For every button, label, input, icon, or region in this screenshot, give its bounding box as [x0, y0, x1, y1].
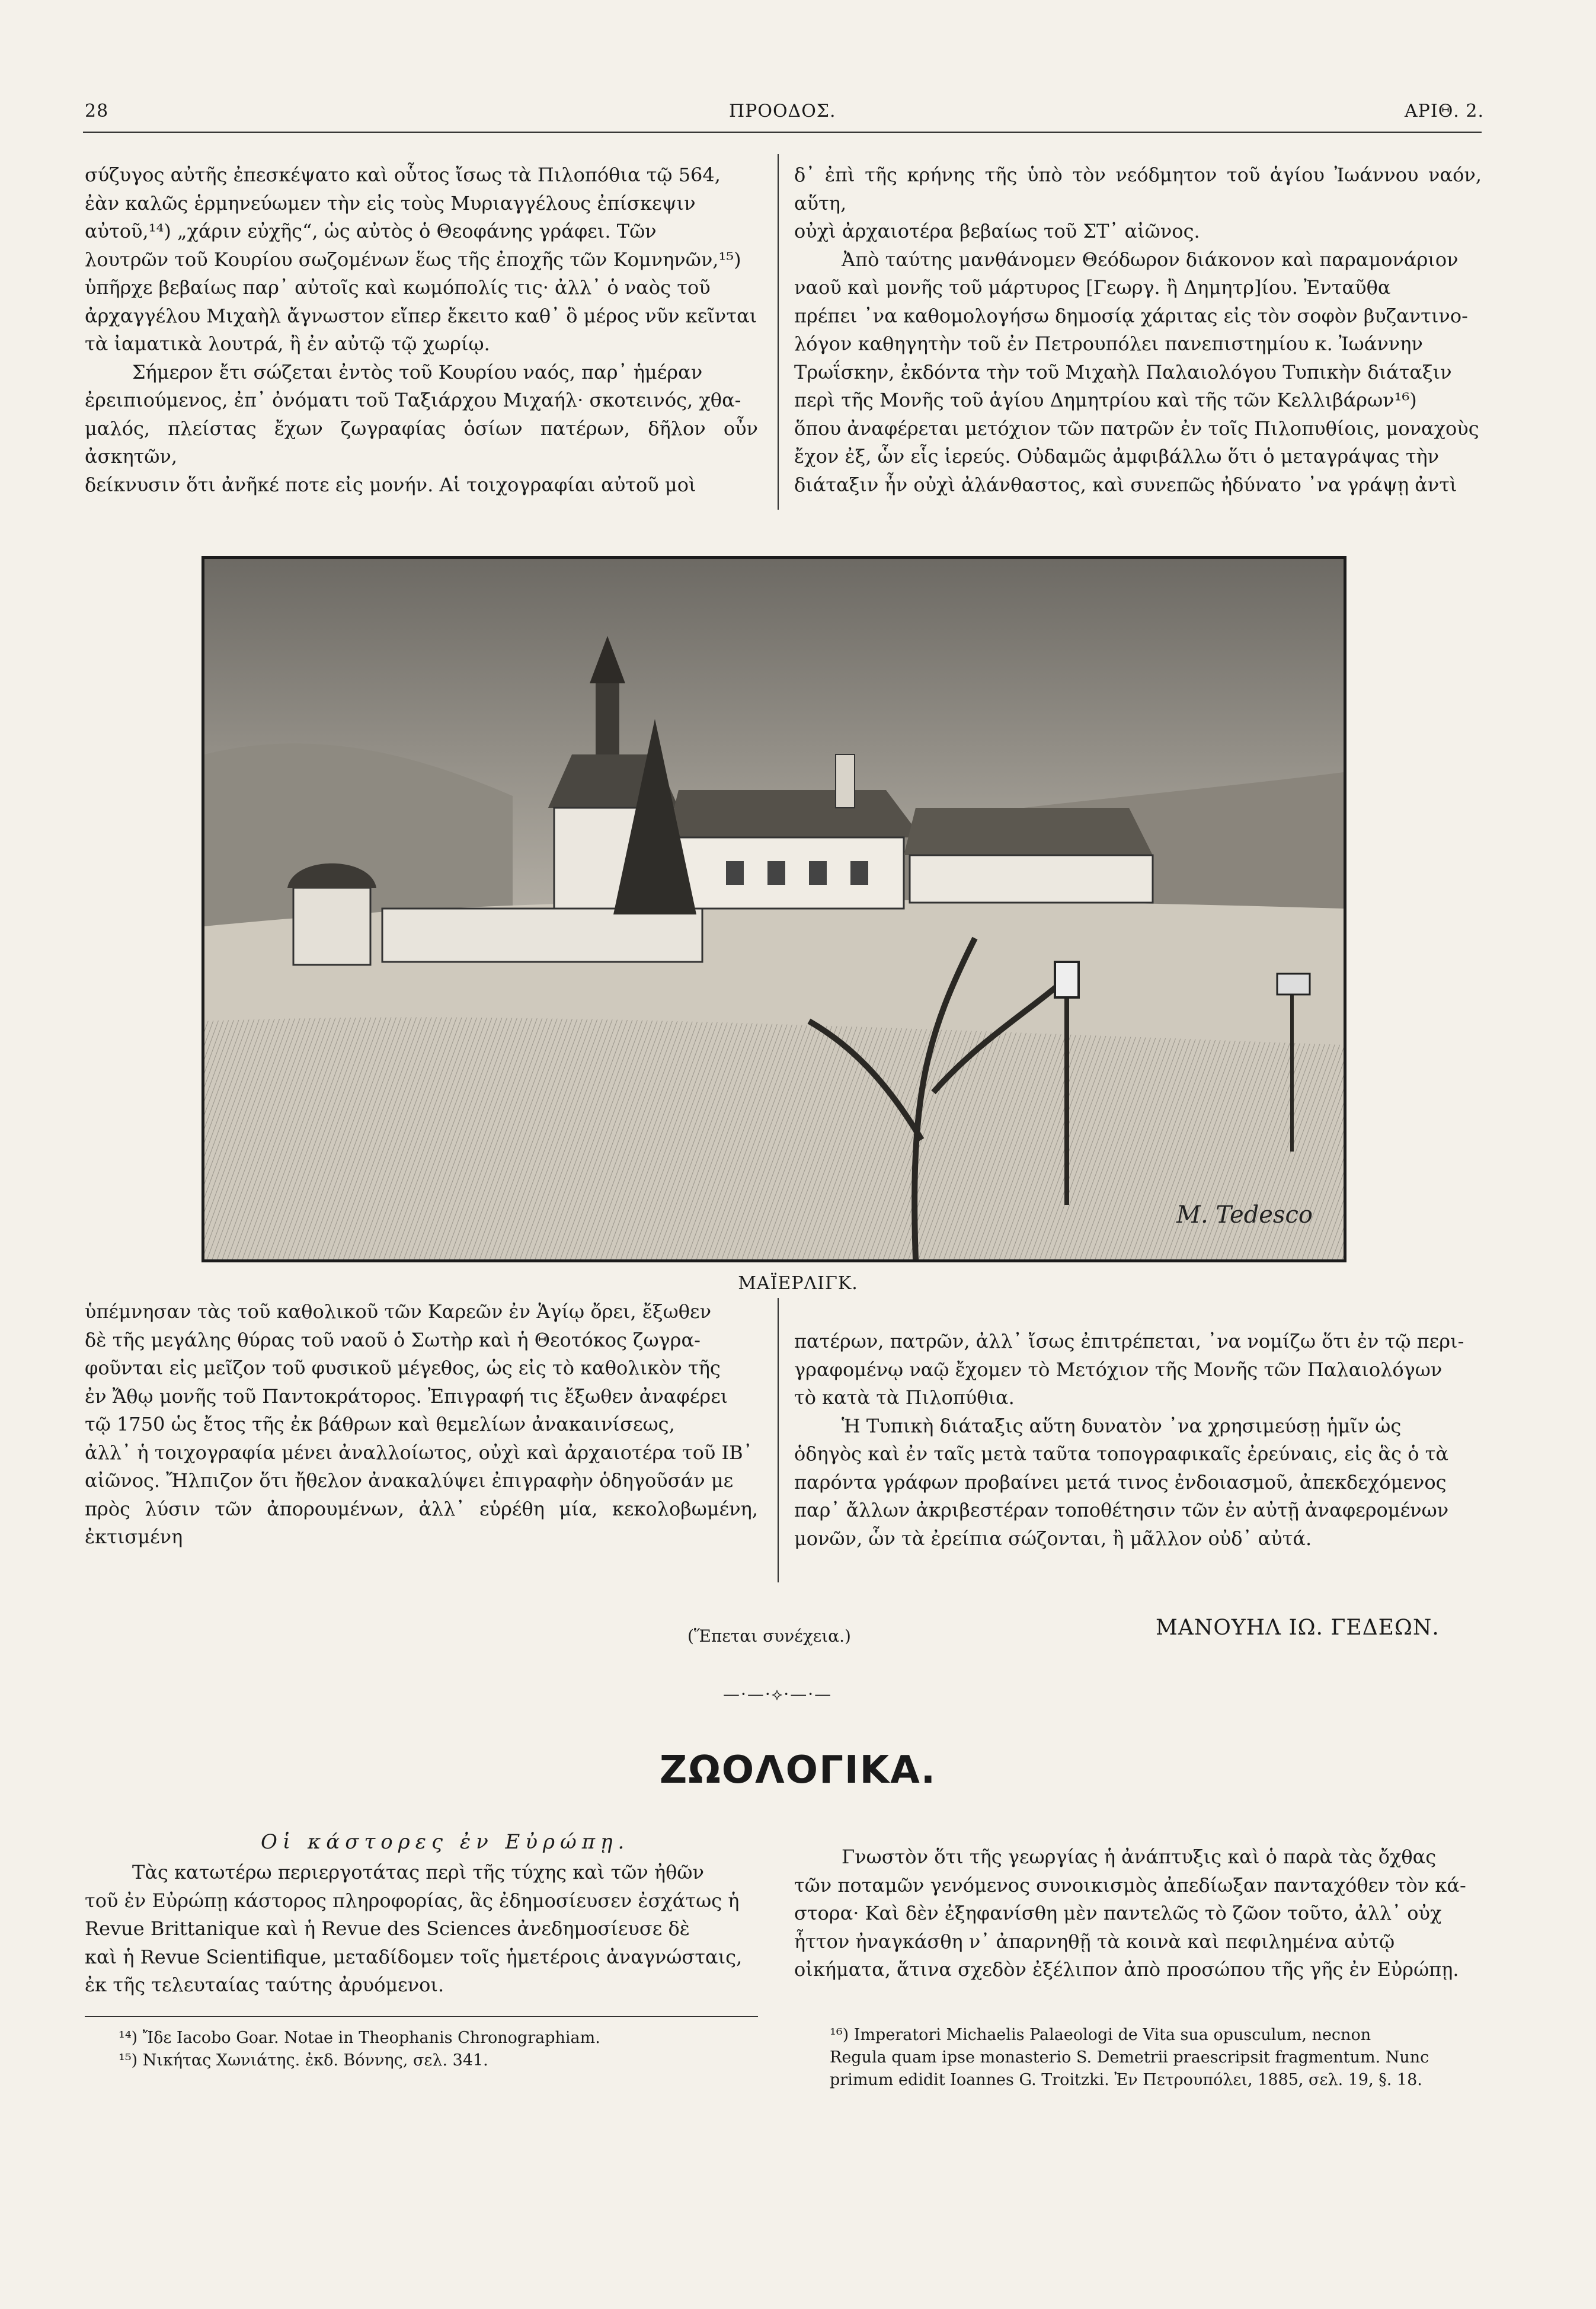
signboard — [1277, 974, 1310, 994]
window — [850, 861, 868, 885]
text-line: Τὰς κατωτέρω περιεργοτάτας περὶ τῆς τύχης καὶ τῶν ἠθῶν — [132, 1861, 704, 1883]
text-line: ὁδηγὸς καὶ ἐν ταῖς μετὰ ταῦτα τοπογραφικαῖς ἐρεύναις, εἰς ἃς ὁ τὰ — [794, 1443, 1448, 1465]
ornament-divider: —·—·⟡·—·— — [723, 1684, 833, 1704]
text-line: ἔχον ἐξ, ὧν εἷς ἱερεύς. Οὐδαμῶς ἀμφιβάλλω ὅτι ὁ μεταγράψας τὴν — [794, 445, 1440, 468]
page-number: 28 — [85, 101, 109, 121]
text-line: Γνωστὸν ὅτι τῆς γεωργίας ἡ ἀνάπτυξις καὶ ὁ παρὰ τὰς ὄχθας — [842, 1846, 1437, 1868]
landscape-illustration — [202, 556, 1346, 1262]
outbuilding-wall — [910, 855, 1153, 903]
footnote: ¹⁶) Imperatori Michaelis Palaeologi de Vita sua opusculum, necnon — [830, 2026, 1371, 2044]
continuation-note: (Ἕπεται συνέχεια.) — [687, 1626, 851, 1646]
text-line: Ἀπὸ ταύτης μανθάνομεν Θεόδωρον διάκονον καὶ παραμονάριον — [842, 248, 1459, 271]
text-line: δ᾽ ἐπὶ τῆς κρήνης τῆς ὑπὸ τὸν νεόδμητον τοῦ ἁγίου Ἰωάννου ναόν, αὕτη, — [794, 164, 1482, 215]
chimney — [836, 754, 855, 808]
text-line: δὲ τῆς μεγάλης θύρας τοῦ ναοῦ ὁ Σωτὴρ καὶ ἡ Θεοτόκος ζωγρα- — [85, 1328, 701, 1351]
footnote: ¹⁵) Νικήτας Χωνιάτης. ἐκδ. Βόννης, σελ. 341. — [119, 2051, 488, 2070]
text-line: τοῦ ἐν Εὐρώπῃ κάστορος πληροφορίας, ἃς ἐδημοσίευσεν ἐσχάτως ἡ — [85, 1889, 740, 1912]
text-line: τῶν ποταμῶν γενόμενος συνοικισμὸς ἀπεδίωξαν πανταχόθεν τὸν κά- — [794, 1873, 1466, 1897]
window — [726, 861, 744, 885]
text-line: Σήμερον ἔτι σώζεται ἐντὸς τοῦ Κουρίου ναός, παρ᾽ ἡμέραν — [132, 360, 703, 383]
author-signature: ΜΑΝΟΥΗΛ ΙΩ. ΓΕΔΕΩΝ. — [1156, 1616, 1440, 1640]
zoology-left-column — [85, 1859, 758, 2000]
text-line: γραφομένῳ ναῷ ἔχομεν τὸ Μετόχιον τῆς Μονῆς τῶν Παλαιολόγων — [794, 1358, 1443, 1381]
text-line: σύζυγος αὐτῆς ἐπεσκέψατο καὶ οὗτος ἴσως τὰ Πιλοπόθια τῷ 564, — [85, 164, 721, 186]
column-divider — [778, 1298, 779, 1582]
text-line: πατέρων, πατρῶν, ἀλλ᾽ ἴσως ἐπιτρέπεται, ᾽να νομίζω ὅτι ἐν τῷ περι- — [794, 1330, 1464, 1352]
text-line: ὅπου ἀναφέρεται μετόχιον τῶν πατρῶν ἐν τοῖς Πιλοπυθίοις, μοναχοὺς — [794, 417, 1479, 440]
footnotes-left — [119, 2027, 759, 2072]
lamp — [1055, 962, 1079, 997]
text-line: λόγον καθηγητὴν τοῦ ἐν Πετρουπόλει πανεπιστημίου κ. Ἰωάννην — [794, 332, 1423, 355]
text-line: ἀρχαγγέλου Μιχαὴλ ἄγνωστον εἴπερ ἔκειτο καθ᾽ ὃ μέρος νῦν κεῖνται — [85, 304, 757, 327]
footnote: Regula quam ipse monasterio S. Demetrii praescripsit fragmentum. Nunc — [830, 2048, 1429, 2067]
text-line: τὰ ἰαματικὰ λουτρά, ἢ ἐν αὐτῷ τῷ χωρίῳ. — [85, 332, 490, 355]
window — [767, 861, 785, 885]
text-line: πρὸς λύσιν τῶν ἀπορουμένων, ἀλλ᾽ εὑρέθη μία, κεκολοβωμένη, ἐκτισμένη — [85, 1497, 758, 1548]
road-hatching — [204, 1018, 1344, 1259]
text-line: λουτρῶν τοῦ Κουρίου σωζομένων ἕως τῆς ἐποχῆς τῶν Κομνηνῶν,¹⁵) — [85, 248, 741, 271]
footnote-rule — [85, 2016, 758, 2017]
text-line: Revue Brittanique καὶ ἡ Revue des Sciences ἀνεδημοσίευσε δὲ — [85, 1917, 690, 1940]
journal-title: ΠΡΟΟΔΟΣ. — [729, 101, 836, 121]
text-line: αὐτοῦ,¹⁴) „χάριν εὐχῆς“, ὡς αὐτὸς ὁ Θεοφάνης γράφει. Τῶν — [85, 220, 657, 242]
column-divider — [778, 154, 779, 510]
text-line: ἀλλ᾽ ἡ τοιχογραφία μένει ἀναλλοίωτος, οὐχὶ καὶ ἀρχαιοτέρα τοῦ ΙΒ᾽ — [85, 1441, 753, 1464]
text-line: ἐν Ἄθῳ μονῆς τοῦ Παντοκράτορος. Ἐπιγραφή τις ἔξωθεν ἀναφέρει — [85, 1384, 728, 1408]
text-line: τὸ κατὰ τὰ Πιλοπύθια. — [794, 1386, 1015, 1409]
artist-signature: M. Tedesco — [1176, 1201, 1313, 1229]
text-line: παρόντα γράφων προβαίνει μετά τινος ἐνδοιασμοῦ, ἀπεκδεχόμενος — [794, 1470, 1447, 1494]
text-line: μαλός, πλείστας ἔχων ζωγραφίας ὁσίων πατέρων, δῆλον οὖν ἀσκητῶν, — [85, 417, 758, 468]
text-line: στορα· Καὶ δὲν ἐξηφανίσθη μὲν παντελῶς τὸ ζῶον τοῦτο, ἀλλ᾽ οὐχ — [794, 1902, 1442, 1924]
issue-number: ΑΡΙΘ. 2. — [1405, 101, 1484, 121]
house-roof — [667, 790, 922, 837]
text-line: παρ᾽ ἄλλων ἀκριβεστέραν τοποθέτησιν τῶν ἐν αὐτῇ ἀναφερομένων — [794, 1499, 1449, 1521]
text-line: ὑπῆρχε βεβαίως παρ᾽ αὐτοῖς καὶ κωμόπολίς τις· ἀλλ᾽ ὁ ναὸς τοῦ — [85, 276, 711, 299]
top-right-column — [794, 161, 1482, 499]
kiosk — [293, 888, 370, 965]
bottom-left-column — [85, 1298, 758, 1552]
top-left-column — [85, 161, 758, 499]
header-rule — [83, 132, 1482, 133]
zoology-right-column — [794, 1843, 1482, 1984]
text-line: ἐρειπιούμενος, ἐπ᾽ ὀνόματι τοῦ Ταξιάρχου Μιχαήλ· σκοτεινός, χθα- — [85, 389, 741, 411]
text-line: Ἡ Τυπικὴ διάταξις αὕτη δυνατὸν ᾽να χρησιμεύσῃ ἡμῖν ὡς — [842, 1414, 1402, 1437]
text-line: μονῶν, ὧν τὰ ἐρείπια σώζονται, ἢ μᾶλλον οὐδ᾽ αὐτά. — [794, 1527, 1312, 1550]
article-subtitle: Οἱ κάστορες ἐν Εὐρώπῃ. — [261, 1830, 630, 1854]
figure-caption: ΜΑΪΕΡΛΙΓΚ. — [738, 1273, 858, 1294]
text-line: ἧττον ἠναγκάσθη ν᾽ ἀπαρνηθῇ τὰ κοινὰ καὶ πεφιλημένα αὐτῷ — [794, 1930, 1395, 1953]
text-line: φοῦνται εἰς μεῖζον τοῦ φυσικοῦ μέγεθος, ὡς εἰς τὸ καθολικὸν τῆς — [85, 1357, 721, 1379]
outbuilding-roof — [904, 808, 1153, 855]
wall — [382, 909, 702, 962]
section-title: ΖΩΟΛΟΓΙΚΑ. — [659, 1748, 937, 1792]
window — [809, 861, 827, 885]
text-line: ναοῦ καὶ μονῆς τοῦ μάρτυρος [Γεωργ. ἢ Δημητρ]ίου. Ἐνταῦθα — [794, 276, 1391, 299]
footnote: primum edidit Ioannes G. Troitzki. Ἐν Πετρουπόλει, 1885, σελ. 19, §. 18. — [830, 2071, 1422, 2089]
text-line: οἰκήματα, ἅτινα σχεδὸν ἐξέλιπον ἀπὸ προσώπου τῆς γῆς ἐν Εὐρώπῃ. — [794, 1958, 1459, 1981]
text-line: καὶ ἡ Revue Scientifique, μεταδίδομεν τοῖς ἡμετέροις ἀναγνώσταις, — [85, 1945, 743, 1968]
text-line: οὐχὶ ἀρχαιοτέρα βεβαίως τοῦ ΣΤ᾽ αἰῶνος. — [794, 220, 1200, 242]
text-line: ὑπέμνησαν τὰς τοῦ καθολικοῦ τῶν Καρεῶν ἐν Ἁγίῳ ὄρει, ἔξωθεν — [85, 1300, 712, 1323]
footnote: ¹⁴) Ἴδε Iacobo Goar. Notae in Theophanis Chronographiam. — [119, 2029, 600, 2047]
text-line: δείκνυσιν ὅτι ἀνῆκέ ποτε εἰς μονήν. Αἱ τοιχογραφίαι αὐτοῦ μοὶ — [85, 473, 696, 496]
text-line: Τρωΐσκην, ἐκδόντα τὴν τοῦ Μιχαὴλ Παλαιολόγου Τυπικὴν διάταξιν — [794, 360, 1452, 383]
house-wall — [679, 837, 904, 909]
monastery-engraving — [204, 559, 1344, 1259]
text-line: τῷ 1750 ὡς ἔτος τῆς ἐκ βάθρων καὶ θεμελίων ἀνακαινίσεως, — [85, 1413, 675, 1435]
footnotes-right — [830, 2024, 1482, 2091]
text-line: πρέπει ᾽να καθομολογήσω δημοσίᾳ χάριτας εἰς τὸν σοφὸν βυζαντινο- — [794, 304, 1468, 327]
church-tower — [596, 677, 619, 754]
text-line: ἐὰν καλῶς ἑρμηνεύωμεν τὴν εἰς τοὺς Μυριαγγέλους ἐπίσκεψιν — [85, 191, 696, 215]
text-line: ἐκ τῆς τελευταίας ταύτης ἀρυόμενοι. — [85, 1974, 444, 1996]
bottom-right-column — [794, 1328, 1482, 1553]
text-line: αἰῶνος. Ἤλπιζον ὅτι ἤθελον ἀνακαλύψει ἐπιγραφὴν ὁδηγοῦσάν με — [85, 1469, 734, 1492]
text-line: διάταξιν ἦν οὐχὶ ἀλάνθαστος, καὶ συνεπῶς ἠδύνατο ᾽να γράψῃ ἀντὶ — [794, 473, 1457, 496]
text-line: περὶ τῆς Μονῆς τοῦ ἁγίου Δημητρίου καὶ τῆς τῶν Κελλιβάρων¹⁶) — [794, 389, 1417, 411]
